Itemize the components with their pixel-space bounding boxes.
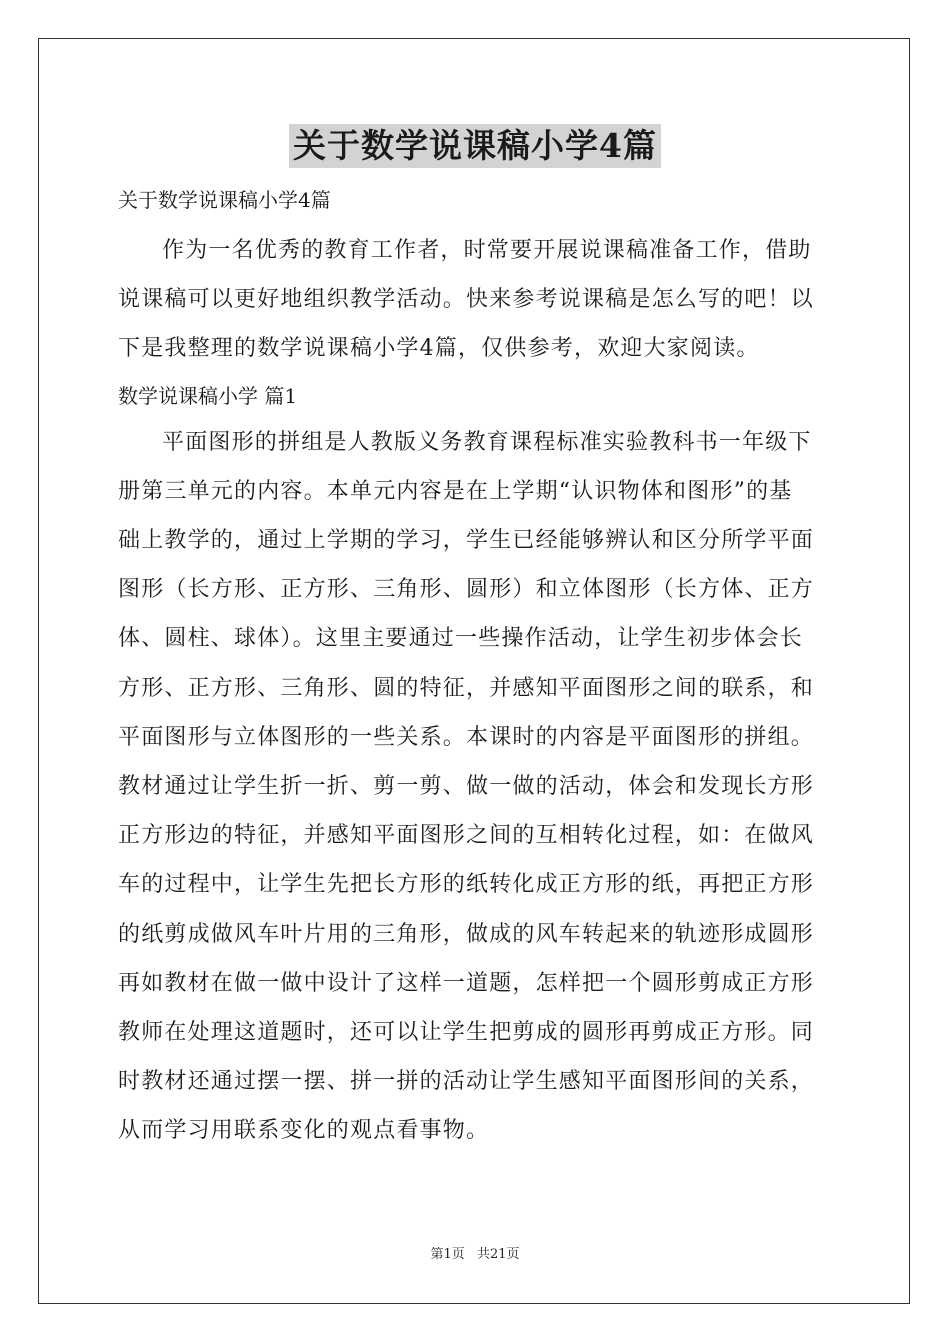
section-line: 教师在处理这道题时，还可以让学生把剪成的圆形再剪成正方形。同 — [118, 1020, 815, 1046]
document-subtitle: 关于数学说课稿小学4篇 — [118, 188, 331, 212]
section-line: 础上教学的，通过上学期的学习，学生已经能够辨认和区分所学平面 — [118, 528, 815, 554]
section-paragraph — [118, 418, 833, 1156]
section-heading: 数学说课稿小学 篇1 — [118, 383, 298, 408]
document-body — [118, 180, 833, 1156]
section-line: 平面图形的拼组是人教版义务教育课程标准实验教科书一年级下 — [162, 429, 812, 455]
section-line: 册第三单元的内容。本单元内容是在上学期“认识物体和图形”的基 — [118, 478, 793, 504]
section-line: 正方形边的特征，并感知平面图形之间的互相转化过程，如：在做风 — [118, 823, 815, 849]
section-line: 时教材还通过摆一摆、拼一拼的活动让学生感知平面图形间的关系， — [118, 1069, 815, 1095]
document-title: 关于数学说课稿小学4篇 — [289, 124, 661, 168]
page-number: 第1页 — [430, 1247, 465, 1262]
section-line: 平面图形与立体图形的一些关系。本课时的内容是平面图形的拼组。 — [118, 724, 815, 750]
intro-line: 作为一名优秀的教育工作者，时常要开展说课稿准备工作，借助 — [162, 238, 812, 263]
section-line: 再如教材在做一做中设计了这样一道题，怎样把一个圆形剪成正方形 — [118, 970, 815, 996]
section-line: 方形、正方形、三角形、圆的特征，并感知平面图形之间的联系，和 — [118, 675, 815, 701]
page-footer — [0, 1246, 950, 1264]
intro-line: 说课稿可以更好地组织教学活动。快来参考说课稿是怎么写的吧！以 — [118, 287, 815, 313]
page-total: 共21页 — [476, 1247, 520, 1262]
section-line: 车的过程中，让学生先把长方形的纸转化成正方形的纸，再把正方形 — [118, 872, 815, 898]
section-line: 的纸剪成做风车叶片用的三角形，做成的风车转起来的轨迹形成圆形 — [118, 921, 815, 947]
section-line: 体、圆柱、球体）。这里主要通过一些操作活动，让学生初步体会长 — [118, 626, 804, 652]
section-line: 教材通过让学生折一折、剪一剪、做一做的活动，体会和发现长方形 — [118, 774, 815, 800]
intro-paragraph — [118, 226, 833, 374]
intro-line: 下是我整理的数学说课稿小学4篇，仅供参考，欢迎大家阅读。 — [118, 336, 760, 362]
section-line: 从而学习用联系变化的观点看事物。 — [118, 1118, 490, 1144]
section-line: 图形（长方形、正方形、三角形、圆形）和立体图形（长方体、正方 — [118, 577, 815, 603]
title-container — [0, 124, 950, 168]
